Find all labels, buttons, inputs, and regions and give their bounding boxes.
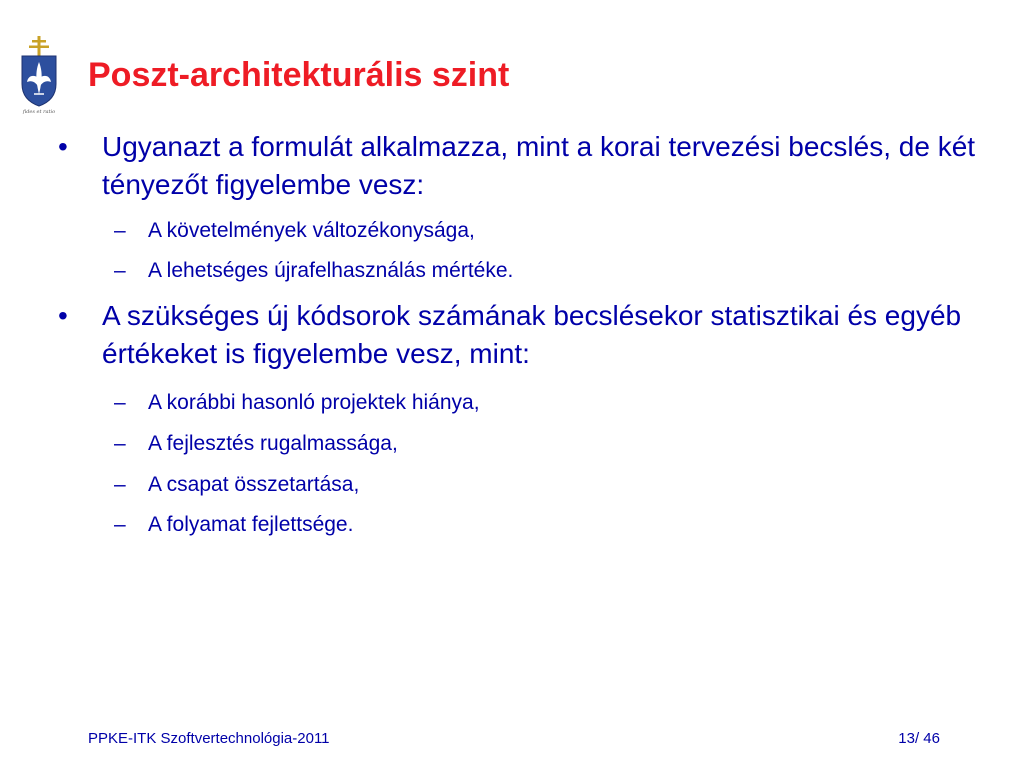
bullet-item-1 xyxy=(58,128,982,204)
dash-marker: – xyxy=(114,473,126,496)
dash-marker: – xyxy=(114,391,126,414)
sub-item xyxy=(114,389,968,417)
sub-item xyxy=(114,471,968,499)
dash-marker: – xyxy=(114,513,126,536)
sub-item-text: A lehetséges újrafelhasználás mértéke. xyxy=(148,259,514,282)
dash-marker: – xyxy=(114,219,126,242)
bullet-text: A szükséges új kódsorok számának becslésekor statisztikai és egyéb értékeket is figyelembe vesz, mint: xyxy=(102,300,962,369)
sub-item xyxy=(114,511,968,539)
sub-item xyxy=(114,217,968,245)
bullet-item-2 xyxy=(58,297,982,373)
bullet-text: Ugyanazt a formulát alkalmazza, mint a korai tervezési becslés, de két tényezőt figyelembe vesz: xyxy=(102,131,976,200)
footer-course: PPKE-ITK Szoftvertechnológia-2011 xyxy=(88,730,330,747)
sub-item-text: A korábbi hasonló projektek hiánya, xyxy=(148,391,480,414)
dash-marker: – xyxy=(114,432,126,455)
sub-item-text: A követelmények változékonysága, xyxy=(148,219,475,242)
dash-marker: – xyxy=(114,259,126,282)
sub-item xyxy=(114,430,968,458)
sub-item-text: A fejlesztés rugalmassága, xyxy=(148,432,398,455)
sub-item xyxy=(114,257,968,285)
bullet-marker: • xyxy=(58,300,68,331)
sub-item-text: A folyamat fejlettsége. xyxy=(148,513,354,536)
slide-title: Poszt-architekturális szint xyxy=(88,56,510,94)
footer-page-number: 13/ 46 xyxy=(898,730,940,747)
logo-motto: fides et ratio xyxy=(22,109,56,114)
bullet-marker: • xyxy=(58,131,68,162)
sub-item-text: A csapat összetartása, xyxy=(148,473,360,496)
